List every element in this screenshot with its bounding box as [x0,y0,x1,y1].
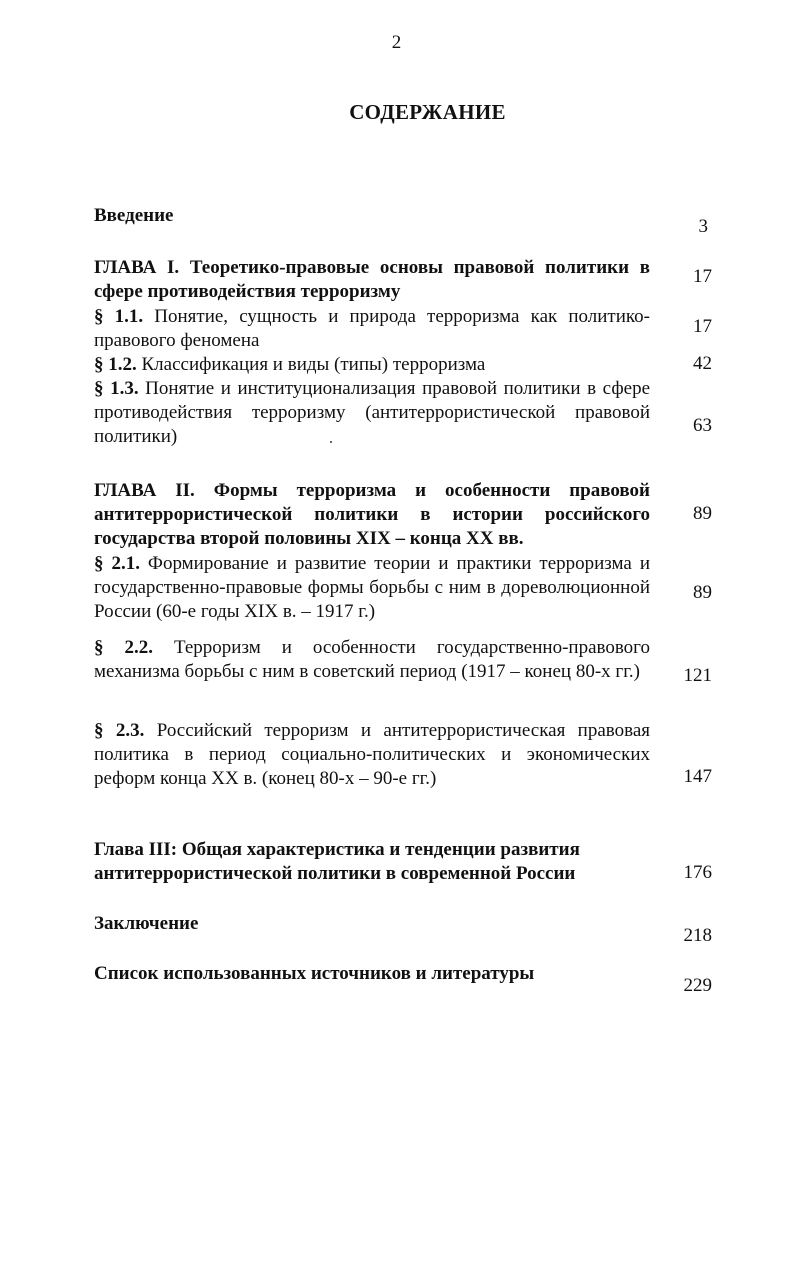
toc-page-section-2-2: 121 [683,665,712,686]
section-text: Классификация и виды (типы) терроризма [136,354,486,375]
page-number: 2 [391,32,402,53]
toc-entry-conclusion [94,912,650,936]
toc-page-conclusion: 218 [683,925,712,946]
page-title: СОДЕРЖАНИЕ [349,100,506,124]
toc-entry-label: Список использованных источников и литературы [94,963,535,984]
toc-entry-references [94,962,650,986]
section-text: Понятие, сущность и природа терроризма как политико-правового феномена [94,306,650,351]
toc-page-references: 229 [683,975,712,996]
toc-page-chapter-3: 176 [683,862,712,883]
toc-page-chapter-2: 89 [693,503,712,524]
toc-entry-section-1-1 [94,305,650,353]
toc-page-intro: 3 [698,216,708,237]
toc-entry-label: Заключение [94,913,199,934]
toc-entry-chapter-3 [94,838,634,886]
section-text: Терроризм и особенности государственно-правового механизма борьбы с ним в советский период (1917 – конец 80-х гг.) [94,637,651,682]
section-number: § 2.2. [94,637,153,658]
toc-page-section-2-1: 89 [693,582,712,603]
section-number: § 2.1. [94,553,140,574]
toc-entry-label: Введение [94,205,174,226]
toc-entry-label: ГЛАВА II. Формы терроризма и особенности правовой антитеррористической политики в истории российского государства второй половины XIX – конца XX вв. [94,480,650,549]
toc-page-section-2-3: 147 [683,766,712,787]
toc-page-chapter-1: 17 [693,266,712,287]
section-number: § 2.3. [94,720,145,741]
toc-entry-section-1-2 [94,353,650,377]
toc-entry-section-2-2 [94,636,650,684]
toc-entry-section-2-3 [94,719,650,791]
section-number: § 1.3. [94,378,139,399]
section-text: Понятие и институционализация правовой политики в сфере противодействия терроризму (антитеррористической правовой политики) [94,378,651,447]
toc-page-section-1-1: 17 [693,316,712,337]
section-number: § 1.2. [94,354,137,375]
toc-entry-label: Глава III: Общая характеристика и тенденции развития антитеррористической политики в современной России [94,839,580,884]
section-number: § 1.1. [94,306,144,327]
toc-entry-chapter-1 [94,256,650,304]
toc-entry-label: ГЛАВА I. Теоретико-правовые основы правовой политики в сфере противодействия терроризму [94,257,650,302]
toc-entry-intro [94,204,650,228]
toc-page-section-1-2: 42 [693,353,712,374]
section-text: Российский терроризм и антитеррористическая правовая политика в период социально-политических и экономических реформ конца XX в. (конец 80-х – 90-е гг.) [94,720,651,789]
toc-entry-section-2-1 [94,552,650,624]
section-text: Формирование и развитие теории и практики терроризма и государственно-правовые формы борьбы с ним в дореволюционной России (60-е годы XIX в. – 1917 г.) [94,553,650,622]
toc-page-section-1-3: 63 [693,415,712,436]
stray-mark [330,441,332,443]
toc-entry-chapter-2 [94,479,650,551]
toc-entry-section-1-3 [94,377,650,449]
